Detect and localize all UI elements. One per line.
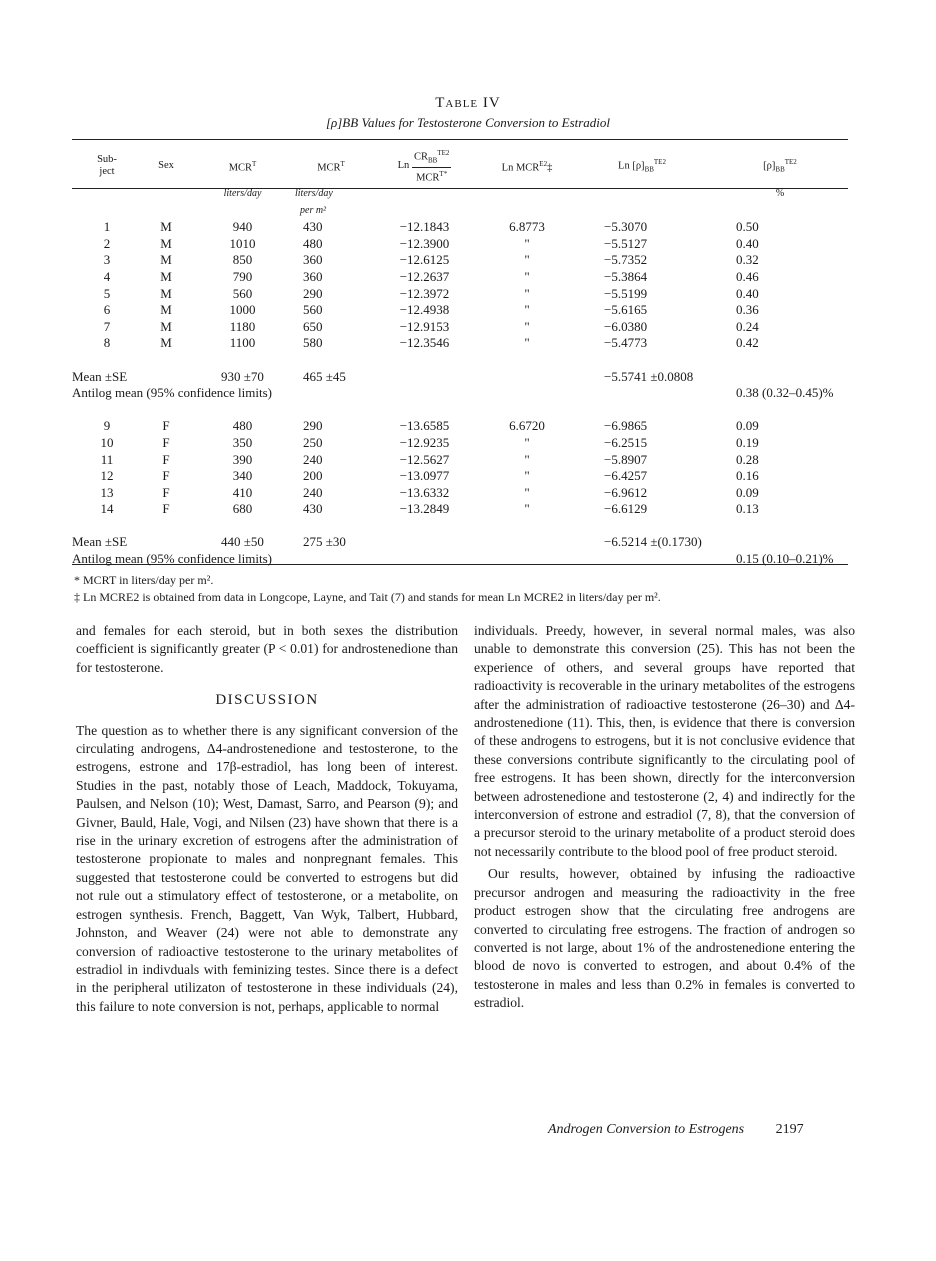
cell-ln-rho: −6.6129	[604, 501, 648, 517]
cell-ln-rho: −5.6165	[604, 302, 648, 318]
discussion-heading: DISCUSSION	[215, 692, 319, 709]
cell-subject: 12	[100, 468, 114, 484]
table-row	[72, 236, 848, 253]
header-ln-ratio	[367, 146, 482, 186]
cell-ln-ratio: −12.4938	[399, 302, 450, 318]
header-ln-rho: Ln $[\rho]_{BB}^{TE2}$	[618, 158, 666, 174]
units-mcr-m2: liters/day per m²	[295, 188, 333, 216]
cell-ln-rho: −6.9865	[604, 418, 648, 434]
antilog-row	[72, 385, 848, 402]
cell-ln-rho: −6.0380	[604, 318, 648, 334]
cell-rho: 0.40	[736, 285, 759, 301]
footnote-star: * MCRT in liters/day per m².	[74, 573, 214, 587]
cell-sex: F	[162, 451, 170, 467]
cell-rho: 0.09	[736, 484, 759, 500]
cell-ln-ratio: −12.9235	[399, 434, 450, 450]
table-row	[72, 435, 848, 452]
cell-ln-mcr-e2: "	[524, 285, 530, 301]
cell-mcr: 680	[232, 501, 253, 517]
cell-mcr: 340	[232, 468, 253, 484]
header-ln-denominator: $MCR^{T*}$	[416, 170, 448, 184]
cell-ln-mcr-e2: "	[524, 484, 530, 500]
table-row	[72, 418, 848, 435]
cell-ln-rho: −5.3864	[604, 268, 648, 284]
table-row	[72, 501, 848, 518]
cell-sex: M	[160, 235, 172, 251]
cell-mcr-m2: 250	[303, 434, 323, 450]
header-ln-mcr-e2: Ln $MCR^{E2}\ddagger$	[501, 159, 553, 174]
cell-ln-ratio: −12.6125	[399, 252, 450, 268]
cell-rho: 0.50	[736, 219, 759, 235]
cell-sex: M	[160, 219, 172, 235]
cell-mcr-m2: 360	[303, 268, 323, 284]
left-column	[76, 622, 458, 1020]
running-title: Androgen Conversion to Estrogens	[548, 1122, 745, 1137]
cell-ln-mcr-e2: "	[524, 268, 530, 284]
table-row	[72, 269, 848, 286]
cell-subject: 13	[100, 484, 114, 500]
mean-label: Mean ±SE	[72, 534, 128, 550]
cell-rho: 0.16	[736, 468, 759, 484]
cell-ln-mcr-e2: "	[524, 252, 530, 268]
table-row	[72, 468, 848, 485]
cell-ln-mcr-e2: "	[524, 501, 530, 517]
mean-row	[72, 369, 848, 386]
cell-sex: F	[162, 418, 170, 434]
table-header	[0, 95, 936, 131]
header-mcr-m2: $MCR^T$	[317, 159, 345, 174]
cell-ln-ratio: −12.5627	[399, 451, 450, 467]
right-column	[474, 622, 855, 1017]
cell-mcr-m2: 480	[303, 235, 323, 251]
cell-rho: 0.09	[736, 418, 759, 434]
mean-mcr-m2: 465 ±45	[303, 368, 346, 384]
cell-ln-rho: −5.4773	[604, 335, 648, 351]
cell-subject: 1	[103, 219, 111, 235]
antilog-value: 0.15 (0.10–0.21)%	[736, 551, 834, 567]
cell-mcr-m2: 560	[303, 302, 323, 318]
mean-label: Mean ±SE	[72, 368, 128, 384]
cell-ln-mcr-e2: "	[524, 235, 530, 251]
mean-mcr-m2: 275 ±30	[303, 534, 346, 550]
cell-ln-ratio: −12.2637	[399, 268, 450, 284]
cell-mcr: 1010	[229, 235, 256, 251]
cell-mcr: 1000	[229, 302, 256, 318]
left-intro-paragraph: and females for each steroid, but in both sexes the distribution coefficient is significantly greater (P < 0.01) for androstenedione than for testosterone.	[76, 623, 458, 675]
cell-mcr-m2: 290	[303, 418, 323, 434]
cell-ln-ratio: −12.3900	[399, 235, 450, 251]
cell-sex: M	[160, 285, 172, 301]
cell-subject: 4	[103, 268, 111, 284]
right-paragraph-2: Our results, however, obtained by infusing the radioactive precursor androgen and measuring the radioactivity in the free product estrogen show that the circulating free androgens are converted to circulating free estrogens. The fraction of androgen so converted is not large, about 1% of the androstenedione entering the blood de novo is converted to estrogen, and about 0.4% of the testosterone in males and less than 0.2% in females is converted to estradiol.	[474, 866, 855, 1011]
cell-mcr-m2: 360	[303, 252, 323, 268]
cell-ln-mcr-e2: "	[524, 434, 530, 450]
table-row	[72, 335, 848, 352]
cell-ln-mcr-e2: "	[524, 335, 530, 351]
cell-sex: M	[160, 302, 172, 318]
cell-ln-ratio: −13.0977	[399, 468, 450, 484]
header-mcr: $MCR^T$	[228, 159, 257, 174]
cell-ln-mcr-e2: 6.6720	[509, 418, 545, 434]
cell-ln-mcr-e2: 6.8773	[509, 219, 545, 235]
cell-mcr-m2: 650	[303, 318, 323, 334]
cell-sex: F	[162, 468, 170, 484]
cell-rho: 0.46	[736, 268, 759, 284]
cell-mcr-m2: 430	[303, 219, 323, 235]
cell-mcr-m2: 240	[303, 484, 323, 500]
table-top-rule	[72, 139, 848, 140]
header-rho: $[\rho]_{BB}^{TE2}$	[763, 158, 797, 174]
units-row	[72, 186, 848, 219]
table-row	[72, 319, 848, 336]
header-ln-prefix: Ln	[397, 160, 410, 172]
table-label: Table IV	[435, 95, 501, 111]
cell-rho: 0.19	[736, 434, 759, 450]
cell-ln-ratio: −12.3546	[399, 335, 450, 351]
cell-rho: 0.36	[736, 302, 759, 318]
discussion-paragraph: The question as to whether there is any significant conversion of the circulating androgens, Δ4-androstenedione and testosterone, to the estrogens, estrone and 17β-estradiol, has long been of interest. Studies in the past, notably those of Leach, Maddock, Tokuyama, Paulsen, and Nelson (10); West, Damast, Sarro, and Pearson (9); and Givner, Bauld, Hale, Vogi, and Nilsen (23) have shown that there is a rise in the urinary excretion of estrogens after the administration of testosterone propionate to males and nonpregnant females. This suggested that testosterone could be converted to estrogens but did not rule out a stimulatory effect of testosterone, or a metabolite, on estrogen synthesis. French, Baggett, Van Wyk, Talbert, Hubbard, Johnston, and Weaver (24) were not able to demonstrate any conversion of radioactive testosterone to the urinary metabolites of estradiol in indivduals with feminizing testes. Since there is a defect in the peripheral utilizaton of testosterone in these individuals (24), this failure to note conversion is not, perhaps, applicable to normal	[76, 722, 458, 1014]
cell-ln-rho: −6.2515	[604, 434, 648, 450]
cell-ln-ratio: −13.2849	[399, 501, 450, 517]
cell-mcr-m2: 240	[303, 451, 323, 467]
cell-ln-rho: −5.5199	[604, 285, 648, 301]
cell-subject: 6	[103, 302, 111, 318]
cell-ln-ratio: −12.9153	[399, 318, 450, 334]
cell-mcr: 1100	[229, 335, 256, 351]
cell-subject: 8	[103, 335, 111, 351]
cell-ln-ratio: −13.6332	[399, 484, 450, 500]
table-row	[72, 286, 848, 303]
mean-mcr: 440 ±50	[221, 534, 264, 550]
cell-mcr-m2: 200	[303, 468, 323, 484]
data-table	[72, 146, 848, 584]
cell-subject: 9	[103, 418, 111, 434]
cell-mcr: 850	[232, 252, 253, 268]
cell-mcr: 410	[232, 484, 253, 500]
cell-rho: 0.42	[736, 335, 759, 351]
cell-ln-rho: −5.3070	[604, 219, 648, 235]
cell-sex: M	[160, 268, 172, 284]
cell-ln-mcr-e2: "	[524, 468, 530, 484]
table-row	[72, 302, 848, 319]
cell-ln-rho: −6.9612	[604, 484, 648, 500]
cell-ln-ratio: −12.1843	[399, 219, 450, 235]
cell-ln-rho: −6.4257	[604, 468, 648, 484]
cell-ln-rho: −5.8907	[604, 451, 648, 467]
header-subject: Sub- ject	[97, 154, 117, 177]
cell-mcr: 560	[232, 285, 253, 301]
cell-ln-mcr-e2: "	[524, 318, 530, 334]
mean-row	[72, 534, 848, 551]
cell-mcr-m2: 290	[303, 285, 323, 301]
units-rho: %	[775, 188, 785, 199]
mean-ln-rho: −5.5741 ±0.0808	[604, 368, 694, 384]
cell-subject: 3	[103, 252, 111, 268]
units-mcr: liters/day	[223, 188, 262, 199]
table-row	[72, 452, 848, 469]
cell-rho: 0.24	[736, 318, 759, 334]
cell-mcr: 350	[232, 434, 253, 450]
table-row	[72, 252, 848, 269]
cell-sex: F	[162, 501, 170, 517]
antilog-label: Antilog mean (95% confidence limits)	[72, 551, 273, 567]
cell-sex: M	[160, 318, 172, 334]
cell-subject: 10	[100, 434, 114, 450]
cell-rho: 0.40	[736, 235, 759, 251]
cell-mcr: 1180	[229, 318, 256, 334]
cell-mcr: 390	[232, 451, 253, 467]
cell-ln-rho: −5.7352	[604, 252, 648, 268]
table-caption: [ρ]BB Values for Testosterone Conversion to Estradiol	[325, 115, 611, 130]
cell-mcr: 940	[232, 219, 253, 235]
cell-rho: 0.13	[736, 501, 759, 517]
cell-mcr: 790	[232, 268, 253, 284]
cell-mcr-m2: 580	[303, 335, 323, 351]
cell-ln-rho: −5.5127	[604, 235, 648, 251]
page-number: 2197	[775, 1122, 804, 1137]
cell-mcr: 480	[232, 418, 253, 434]
mean-ln-rho: −6.5214 ±(0.1730)	[604, 534, 702, 550]
cell-subject: 5	[103, 285, 111, 301]
cell-subject: 14	[100, 501, 114, 517]
cell-sex: M	[160, 335, 172, 351]
cell-ln-ratio: −12.3972	[399, 285, 450, 301]
header-ln-numerator: $CR_{BB}^{TE2}$	[412, 147, 451, 168]
cell-sex: M	[160, 252, 172, 268]
table-footnotes	[74, 572, 661, 606]
header-sex: Sex	[158, 160, 174, 171]
footnote-dagger: ‡ Ln MCRE2 is obtained from data in Longcope, Layne, and Tait (7) and stands for mean Ln MCRE2 in liters/day per m².	[74, 590, 661, 604]
antilog-row	[72, 551, 848, 568]
antilog-value: 0.38 (0.32–0.45)%	[736, 385, 834, 401]
table-row	[72, 219, 848, 236]
cell-rho: 0.28	[736, 451, 759, 467]
cell-sex: F	[162, 434, 170, 450]
page-footer	[548, 1122, 804, 1138]
cell-mcr-m2: 430	[303, 501, 323, 517]
cell-ln-mcr-e2: "	[524, 451, 530, 467]
cell-ln-mcr-e2: "	[524, 302, 530, 318]
cell-ln-ratio: −13.6585	[399, 418, 450, 434]
cell-subject: 7	[103, 318, 111, 334]
table-row	[72, 485, 848, 502]
right-paragraph-1: individuals. Preedy, however, in several normal males, was also unable to demonstrate this conversion (25). This has not been the experience of others, and several groups have reported that radioactivity is recoverable in the urinary metabolites of the estrogens after the administration of radioactive testosterone (26–30) and Δ4-androstenedione (11). This, then, is evidence that there is conversion of these androgens to estrogens, but it is not conclusive evidence that these conversions contribute significantly to the circulating pool of free estrogens. It has been shown, directly for the interconversion between adrostenedione and testosterone (2, 4) and indirectly for the interconversion of estrone and estradiol (7, 8), that the conversion of a precursor steroid to the urinary metabolite of a product steroid does not necessarily contribute to the blood pool of free product steroid.	[474, 623, 855, 859]
cell-sex: F	[162, 484, 170, 500]
cell-subject: 2	[103, 235, 111, 251]
cell-subject: 11	[100, 451, 114, 467]
antilog-label: Antilog mean (95% confidence limits)	[72, 385, 273, 401]
cell-rho: 0.32	[736, 252, 759, 268]
mean-mcr: 930 ±70	[221, 368, 264, 384]
